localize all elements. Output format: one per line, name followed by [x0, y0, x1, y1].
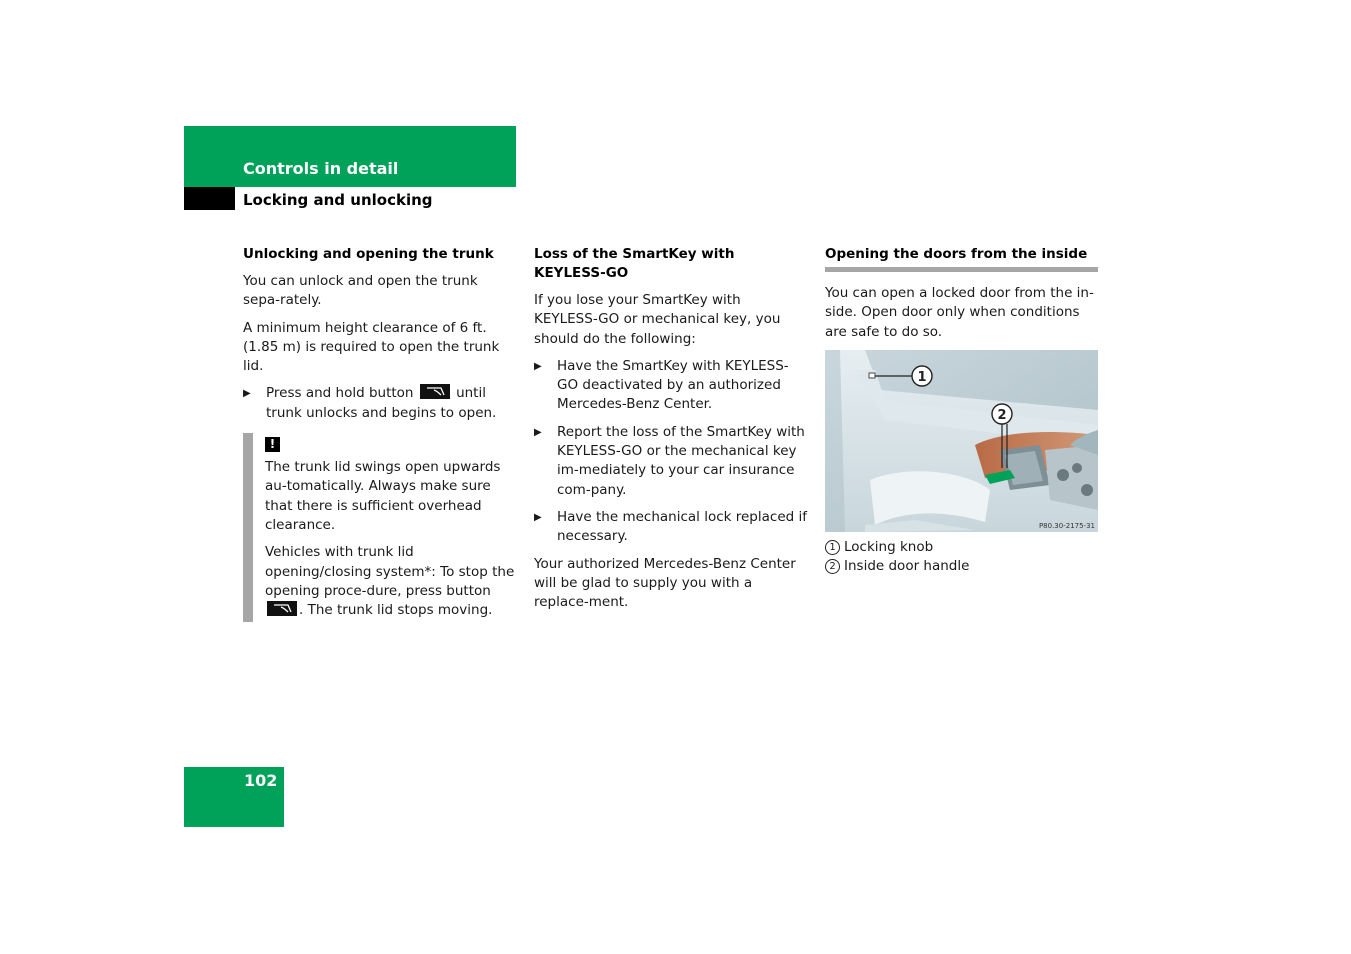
exclamation-icon: ! — [265, 437, 280, 452]
figure-code: P80.30-2175-31 — [1038, 521, 1095, 530]
heading-doors: Opening the doors from the inside — [825, 245, 1098, 272]
instruction-text-end: until trunk unlocks and begins to open. — [266, 385, 497, 421]
instruction-item — [534, 423, 808, 500]
page-number: 102 — [244, 771, 278, 790]
heading-smartkey: Loss of the SmartKey with KEYLESS-GO — [534, 246, 735, 281]
column-trunk — [243, 245, 517, 622]
paragraph: If you lose your SmartKey with KEYLESS-GO or mechanical key, you should do the following: — [534, 292, 781, 347]
instruction-item — [534, 508, 808, 547]
column-smartkey — [534, 245, 808, 620]
instruction-item — [243, 384, 517, 423]
heading-trunk: Unlocking and opening the trunk — [243, 246, 494, 262]
door-illustration-graphic — [825, 350, 1098, 532]
instruction-item — [534, 357, 808, 415]
caption-text: Inside door handle — [844, 557, 970, 574]
triangle-right-icon: ▶ — [243, 388, 251, 400]
callout-1: 1 — [917, 369, 927, 385]
subsection-title: Locking and unlocking — [243, 191, 433, 209]
instruction-text: Have the SmartKey with KEYLESS-GO deactivated by an authorized Mercedes-Benz Center. — [557, 357, 789, 413]
warning-text-end: . The trunk lid stops moving. — [299, 602, 493, 619]
caption-text: Locking knob — [844, 538, 934, 555]
paragraph: A minimum height clearance of 6 ft. (1.85 m) is required to open the trunk lid. — [243, 319, 500, 375]
warning-box — [243, 433, 517, 622]
callout-number: 1 — [825, 540, 840, 555]
instruction-text: Report the loss of the SmartKey with KEYLESS-GO or the mechanical key im-mediately to your car insurance com-pany. — [557, 423, 805, 498]
paragraph: You can unlock and open the trunk sepa-rately. — [243, 273, 478, 309]
caption-item — [825, 557, 1098, 576]
column-doors — [825, 245, 1098, 576]
callout-2: 2 — [997, 407, 1007, 423]
paragraph: Your authorized Mercedes-Benz Center will be glad to supply you with a replace-ment. — [534, 555, 796, 611]
triangle-right-icon: ▶ — [534, 360, 542, 372]
warning-text-start: Vehicles with trunk lid opening/closing system*: To stop the opening proce-dure, press button — [265, 544, 515, 599]
callout-number: 2 — [825, 559, 840, 574]
triangle-right-icon: ▶ — [534, 511, 542, 523]
caption-item — [825, 538, 1098, 557]
paragraph: You can open a locked door from the in-side. Open door only when conditions are safe to do so. — [825, 285, 1094, 340]
subsection-marker — [184, 187, 235, 210]
triangle-right-icon: ▶ — [534, 426, 542, 438]
instruction-text: Have the mechanical lock replaced if necessary. — [557, 508, 807, 545]
trunk-button-icon — [420, 384, 450, 399]
door-illustration — [825, 350, 1098, 532]
section-title: Controls in detail — [243, 159, 399, 178]
warning-text: The trunk lid swings open upwards au-tomatically. Always make sure that there is sufficient overhead clearance. — [265, 459, 501, 533]
warning-text — [265, 543, 517, 620]
trunk-button-icon — [267, 601, 297, 616]
instruction-text-start: Press and hold button — [266, 385, 414, 402]
